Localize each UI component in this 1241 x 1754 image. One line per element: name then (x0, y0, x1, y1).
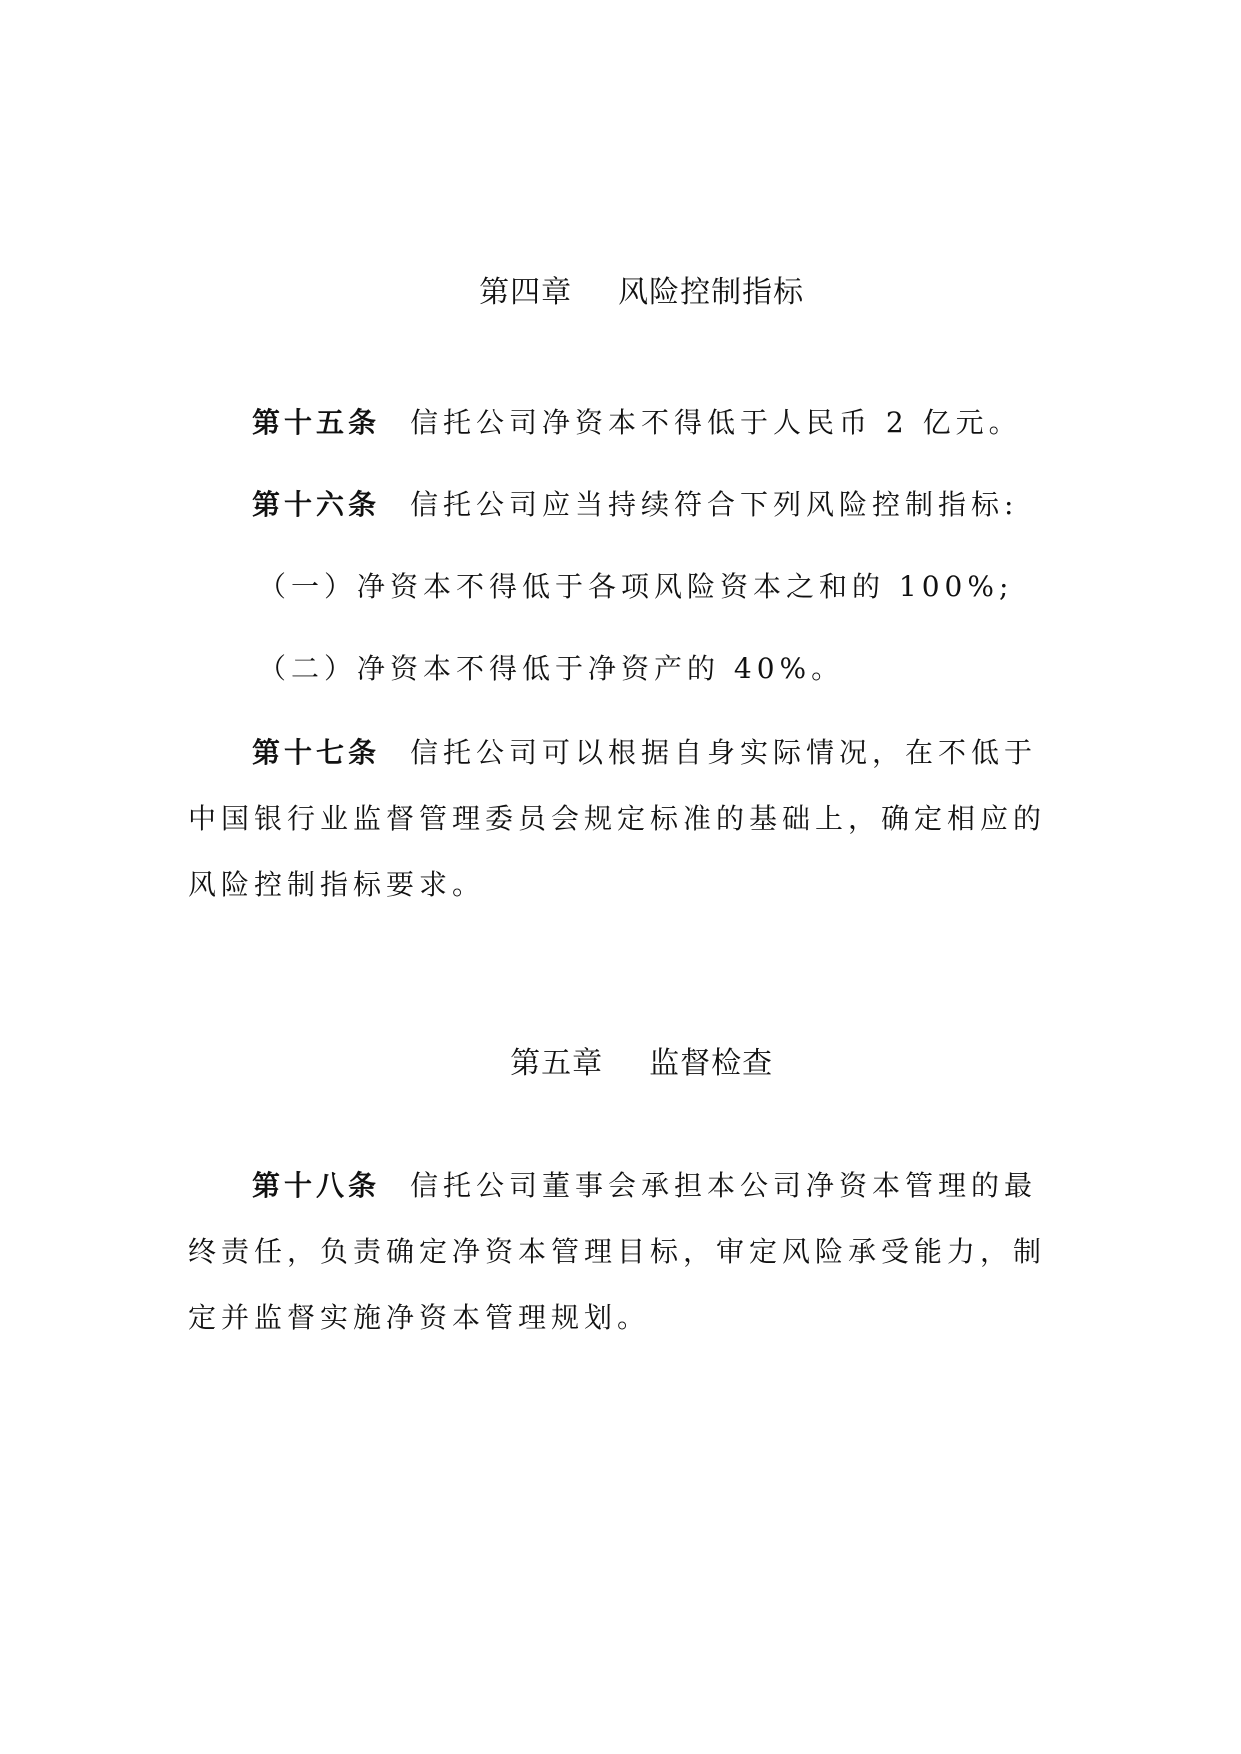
article-16 (188, 472, 1058, 538)
chapter-4-number: 第四章 (479, 275, 573, 310)
article-18 (188, 1153, 1058, 1351)
article-17-label: 第十七条 (252, 736, 381, 769)
article-16-item-1: （一）净资本不得低于各项风险资本之和的 100%; (258, 570, 1014, 603)
article-15-text: 信托公司净资本不得低于人民币 2 亿元。 (410, 406, 1022, 439)
chapter-5-title: 监督检查 (649, 1046, 774, 1081)
article-17 (188, 720, 1058, 918)
article-18-text: 信托公司董事会承担本公司净资本管理的最终责任，负责确定净资本管理目标，审定风险承受能力，制定并监督实施净资本管理规划。 (188, 1169, 1047, 1334)
article-16-item-2: （二）净资本不得低于净资产的 40%。 (258, 652, 845, 685)
article-16-text: 信托公司应当持续符合下列风险控制指标: (410, 488, 1019, 521)
chapter-4-title: 风险控制指标 (618, 275, 805, 310)
article-17-text: 信托公司可以根据自身实际情况，在不低于中国银行业监督管理委员会规定标准的基础上，确定相应的风险控制指标要求。 (188, 736, 1047, 901)
article-16-label: 第十六条 (252, 488, 381, 521)
article-15 (188, 390, 1058, 456)
article-18-label: 第十八条 (252, 1169, 381, 1202)
chapter-4-heading (0, 232, 1241, 346)
chapter-5-heading (0, 1003, 1241, 1117)
chapter-5-number: 第五章 (510, 1046, 604, 1081)
article-15-label: 第十五条 (252, 406, 381, 439)
